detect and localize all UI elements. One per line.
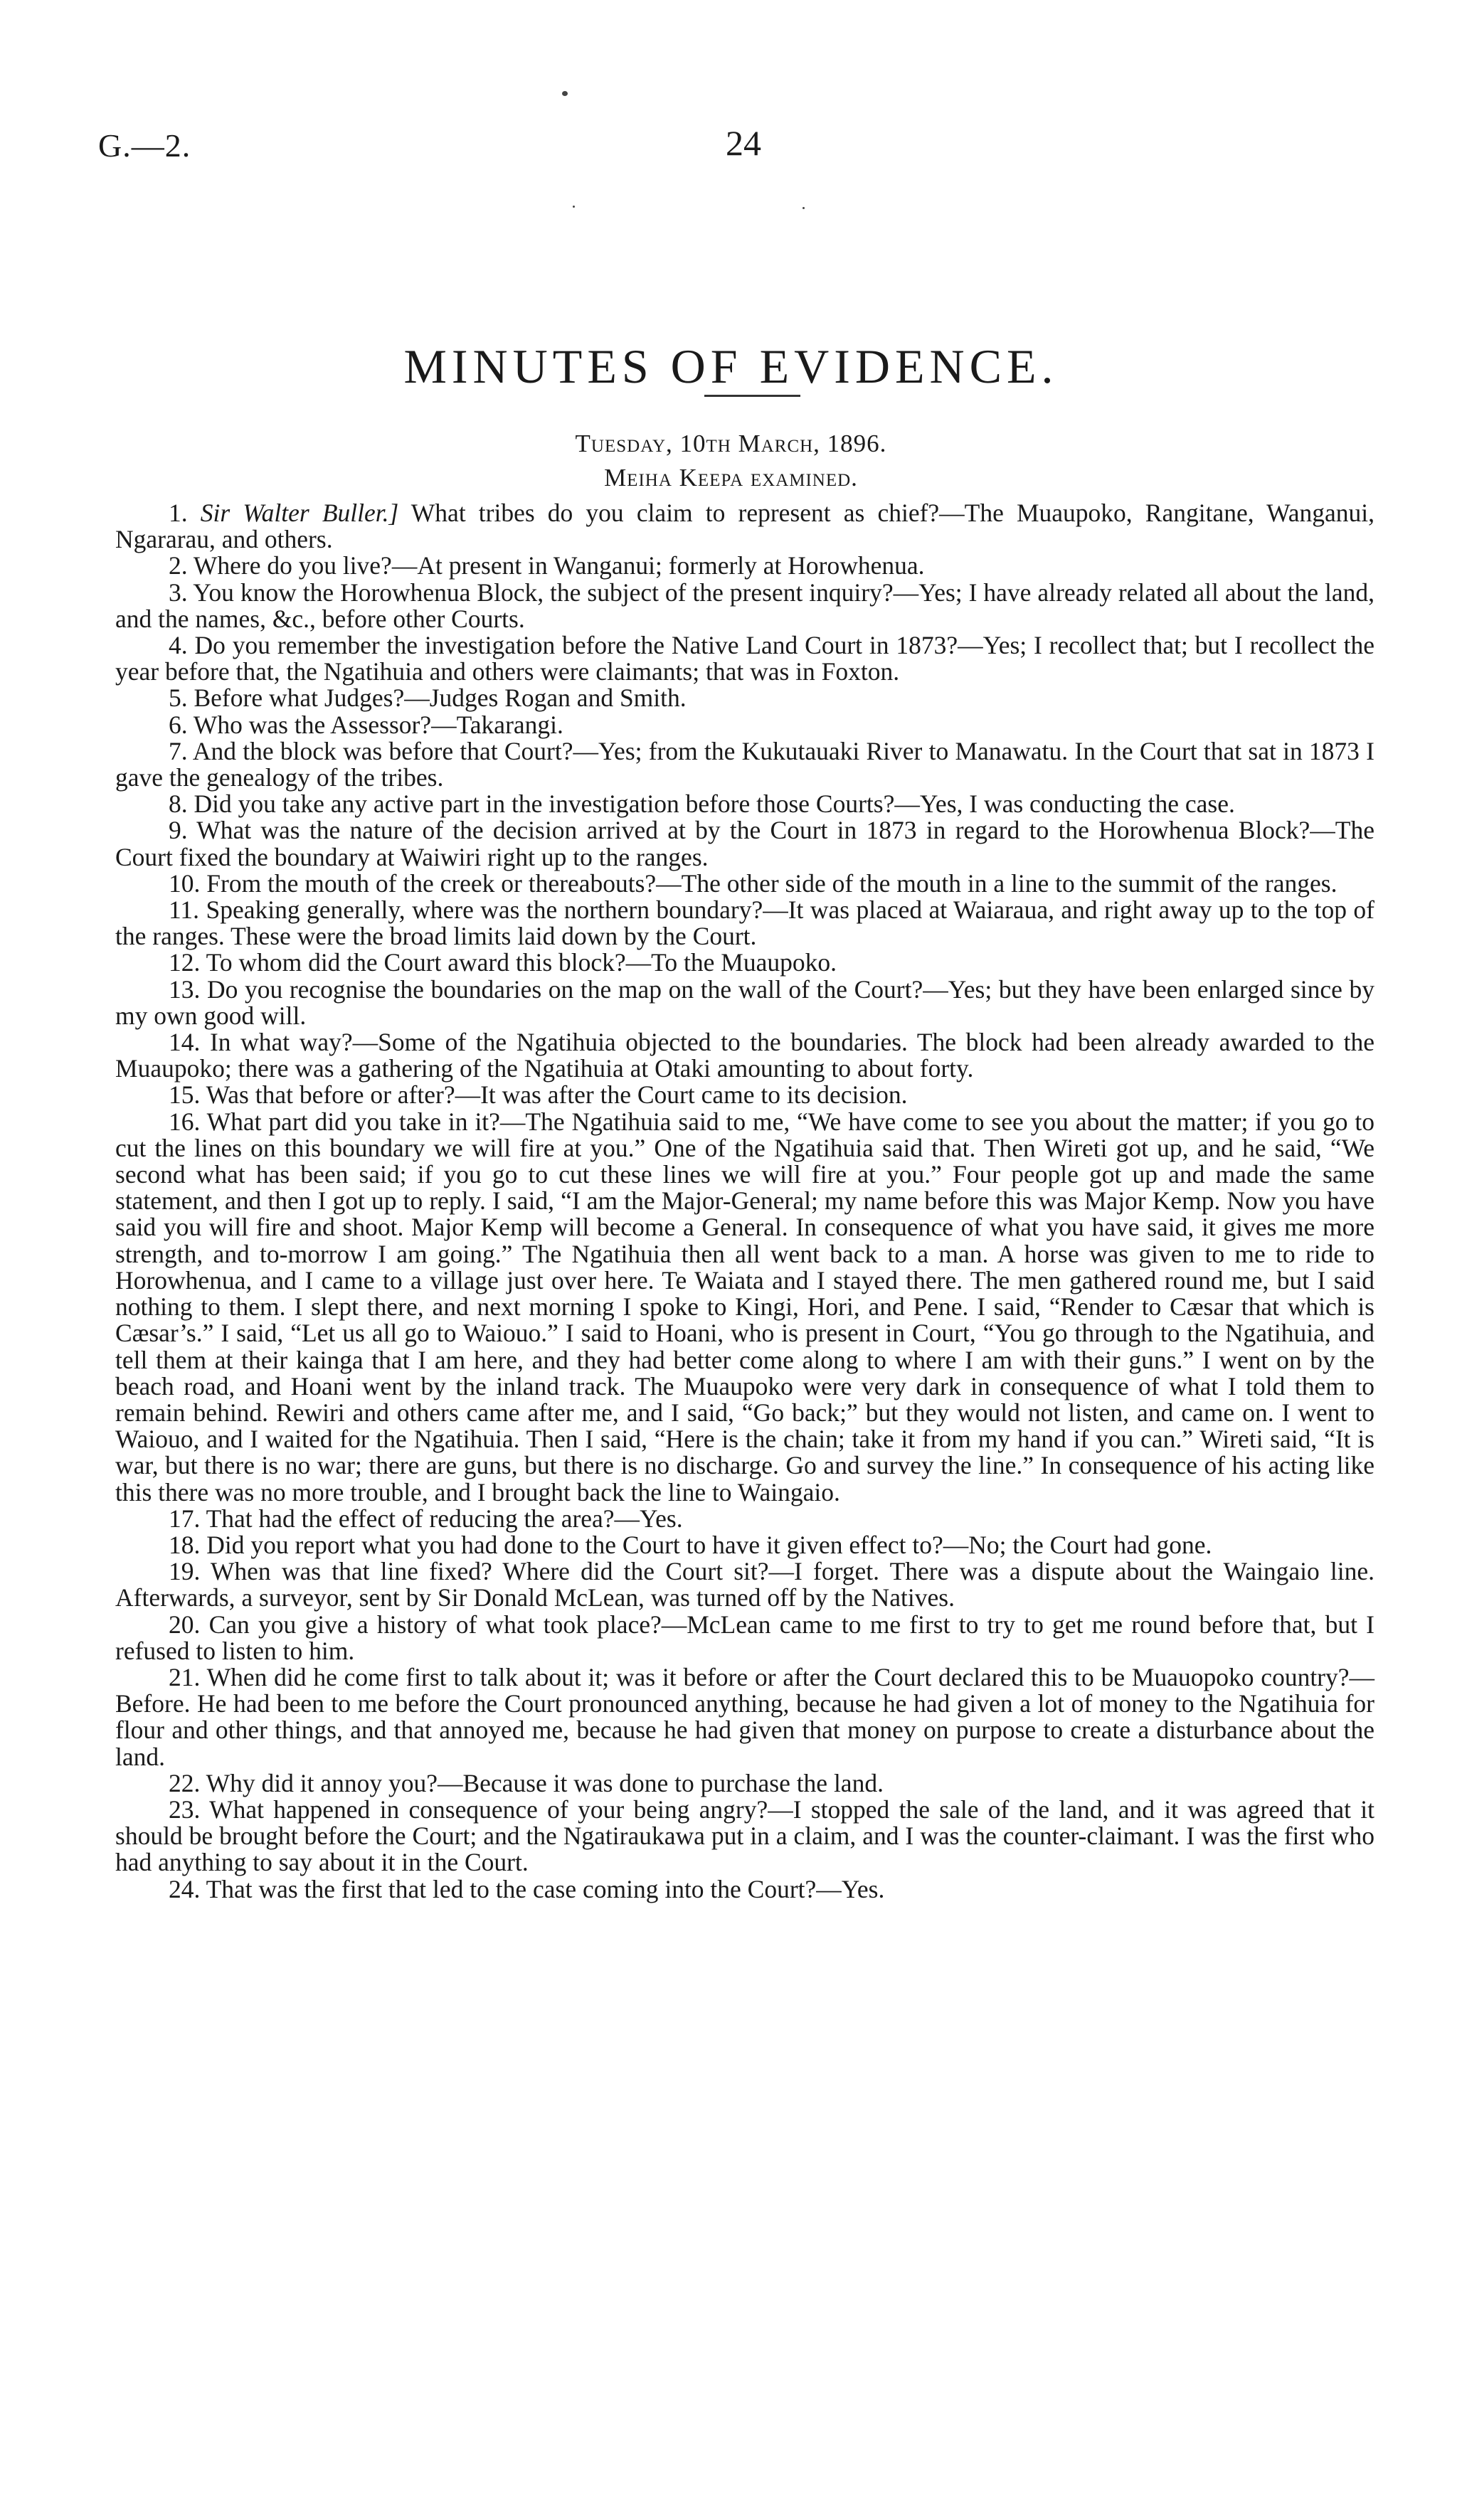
evidence-paragraph <box>115 1612 1374 1664</box>
paragraph-number: 16. <box>169 1107 201 1136</box>
question-answer-text: When was that line fixed? Where did the Court sit?—I forget. There was a dispute about the Waingaio line. Afterwards, a surveyor, sent by Sir Donald McLean, was turned off by the Natives. <box>115 1557 1374 1612</box>
paragraph-number: 13. <box>169 974 201 1004</box>
evidence-paragraph <box>115 738 1374 791</box>
paragraph-number: 10. <box>169 868 201 898</box>
question-answer-text: What tribes do you claim to represent as chief?—The Muaupoko, Rangitane, Wanganui, Ngararau, and others. <box>115 499 1375 554</box>
evidence-paragraph <box>115 897 1374 950</box>
question-answer-text: What was the nature of the decision arrived at by the Court in 1873 in regard to the Horowhenua Block?—The Court fixed the boundary at Waiwiri right up to the ranges. <box>115 816 1374 871</box>
question-answer-text: That had the effect of reducing the area?—Yes. <box>206 1504 683 1533</box>
document-reference: G.—2. <box>98 127 191 164</box>
evidence-paragraph <box>115 500 1374 553</box>
evidence-paragraph <box>115 712 1374 738</box>
evidence-paragraph <box>115 1506 1374 1532</box>
evidence-paragraph <box>115 553 1374 579</box>
evidence-paragraph <box>115 817 1374 870</box>
question-answer-text: Who was the Assessor?—Takarangi. <box>193 710 563 739</box>
paragraph-number: 19. <box>169 1557 201 1586</box>
paragraph-number: 12. <box>169 948 201 977</box>
ink-speck <box>802 207 805 209</box>
evidence-paragraph <box>115 1797 1374 1876</box>
paragraph-number: 15. <box>169 1080 201 1110</box>
question-answer-text: Did you take any active part in the investigation before those Courts?—Yes, I was conducting the case. <box>194 790 1235 819</box>
question-answer-text: Can you give a history of what took place?—McLean came to me first to try to get me round before that, but I refused to listen to him. <box>115 1610 1374 1665</box>
page-number: 24 <box>726 123 761 163</box>
paragraph-number: 9. <box>169 816 188 845</box>
paragraph-number: 18. <box>169 1530 201 1559</box>
evidence-paragraph <box>115 791 1374 817</box>
session-date: Tuesday, 10th March, 1896. <box>575 430 887 457</box>
evidence-paragraph <box>115 1558 1374 1611</box>
evidence-paragraph <box>115 1770 1374 1797</box>
paragraph-number: 1. <box>169 499 188 527</box>
question-answer-text: What part did you take in it?—The Ngatihuia said to me, “We have come to see you about the matter; if you go to cut the lines on this boundary we will fire at you.” One of the Ngatihuia said that. Then Wireti got up, and he said, “We second what has been said; if you go to cut these lines we will fire at you.” Four people got up and made the same statement, and then I got up to reply. I said, “I am the Major-General; my name before this was Major Kemp. Now you have said you will fire and shoot. Major Kemp will become a General. In consequence of what you have said, it gives me more strength, and to-morrow I am going.” The Ngatihuia then all went back to a man. A horse was given to me to ride to Horowhenua, and I came to a village just over here. Te Waiata and I stayed there. The men gathered round me, but I said nothing to them. I slept there, and next morning I spoke to Kingi, Hori, and Pene. I said, “Render to Cæsar that which is Cæsar’s.” I said, “Let us all go to Waiouo.” I said to Hoani, who is present in Court, “You go through to the Ngatihuia, and tell them at their kainga that I am here, and they had better come along to where I am with their guns.” I went on by the beach road, and Hoani went by the inland track. The Muaupoko were very dark in consequence of what I told them to remain behind. Rewiri and others came after me, and I said, “Go back;” but they would not listen, and came on. I went to Waiouo, and I waited for the Ngatihuia. Then I said, “Here is the chain; take it from my hand if you can.” Wireti said, “It is war, but there is no war; there are guns, but there is no discharge. Go and survey the line.” In consequence of his acting like this there was no more trouble, and I brought back the line to Waingaio. <box>115 1107 1374 1506</box>
evidence-paragraph <box>115 1109 1374 1506</box>
page-title: MINUTES OF EVIDENCE. <box>403 339 1059 393</box>
witness-line <box>0 464 1462 492</box>
paragraph-number: 7. <box>169 736 188 765</box>
paragraph-number: 14. <box>169 1028 201 1057</box>
evidence-paragraph <box>115 1029 1374 1082</box>
question-answer-text: Where do you live?—At present in Wanganui; formerly at Horowhenua. <box>193 551 925 580</box>
witness-text: Meiha Keepa examined. <box>604 464 858 491</box>
paragraph-number: 24. <box>169 1874 201 1903</box>
paragraph-number: 8. <box>169 790 188 819</box>
paragraph-number: 11. <box>169 895 200 925</box>
question-answer-text: Do you recognise the boundaries on the map on the wall of the Court?—Yes; but they have been enlarged since by my own good will. <box>115 974 1374 1030</box>
evidence-paragraph <box>115 1082 1374 1108</box>
paragraph-number: 20. <box>169 1610 201 1639</box>
paragraph-number: 5. <box>169 684 188 713</box>
examiner-name: Sir Walter Buller.] <box>200 499 399 527</box>
question-answer-text: Did you report what you had done to the Court to have it given effect to?—No; the Court had gone. <box>206 1530 1212 1559</box>
evidence-paragraph <box>115 1876 1374 1903</box>
question-answer-text: Was that before or after?—It was after the Court came to its decision. <box>206 1080 908 1110</box>
question-answer-text: Speaking generally, where was the northern boundary?—It was placed at Waiaraua, and right away up to the top of the ranges. These were the broad limits laid down by the Court. <box>115 895 1374 951</box>
evidence-paragraph <box>115 580 1374 632</box>
question-answer-text: Do you remember the investigation before the Native Land Court in 1873?—Yes; I recollect that; but I recollect the year before that, the Ngatihuia and others were claimants; that was in Foxton. <box>115 631 1375 686</box>
question-answer-text: You know the Horowhenua Block, the subject of the present inquiry?—Yes; I have already related all about the land, and the names, &c., before other Courts. <box>115 578 1374 633</box>
paragraph-number: 6. <box>169 710 188 739</box>
ink-speck <box>573 206 575 208</box>
paragraph-number: 3. <box>169 578 188 607</box>
question-answer-text: From the mouth of the creek or thereabouts?—The other side of the mouth in a line to the summit of the ranges. <box>206 868 1337 898</box>
evidence-paragraph <box>115 868 1374 898</box>
ink-speck <box>562 91 568 96</box>
question-answer-text: And the block was before that Court?—Yes; from the Kukutauaki River to Manawatu. In the Court that sat in 1873 I gave the genealogy of the tribes. <box>115 736 1375 792</box>
evidence-paragraph <box>115 685 1374 711</box>
evidence-paragraph <box>115 950 1374 976</box>
paragraph-number: 4. <box>169 631 188 660</box>
evidence-paragraph <box>115 1532 1374 1558</box>
evidence-paragraph <box>115 1664 1374 1770</box>
title-divider <box>704 395 800 397</box>
evidence-body <box>115 500 1374 1903</box>
question-answer-text: What happened in consequence of your being angry?—I stopped the sale of the land, and it was agreed that it should be brought before the Court; and the Ngatiraukawa put in a claim, and I was the counter-claimant. I was the first who had anything to say about it in the Court. <box>115 1795 1375 1877</box>
question-answer-text: That was the first that led to the case coming into the Court?—Yes. <box>206 1874 885 1903</box>
evidence-paragraph <box>115 632 1374 685</box>
question-answer-text: In what way?—Some of the Ngatihuia objected to the boundaries. The block had been already awarded to the Muaupoko; there was a gathering of the Ngatihuia at Otaki amounting to about forty. <box>115 1028 1374 1083</box>
paragraph-number: 23. <box>169 1795 201 1824</box>
question-answer-text: When did he come first to talk about it; was it before or after the Court declared this to be Muauopoko country?—Before. He had been to me before the Court pronounced anything, because he had given a lot of money to the Ngatihuia for flour and other things, and that annoyed me, because he had given that money on purpose to create a disturbance about the land. <box>115 1662 1375 1771</box>
paragraph-number: 22. <box>169 1768 201 1797</box>
paragraph-number: 2. <box>169 551 188 580</box>
question-answer-text: Why did it annoy you?—Because it was done to purchase the land. <box>206 1768 884 1797</box>
evidence-paragraph <box>115 974 1374 1030</box>
question-answer-text: To whom did the Court award this block?—To the Muaupoko. <box>206 948 837 977</box>
question-answer-text: Before what Judges?—Judges Rogan and Smith. <box>194 684 687 713</box>
paragraph-number: 17. <box>169 1504 201 1533</box>
paragraph-number: 21. <box>169 1662 201 1691</box>
